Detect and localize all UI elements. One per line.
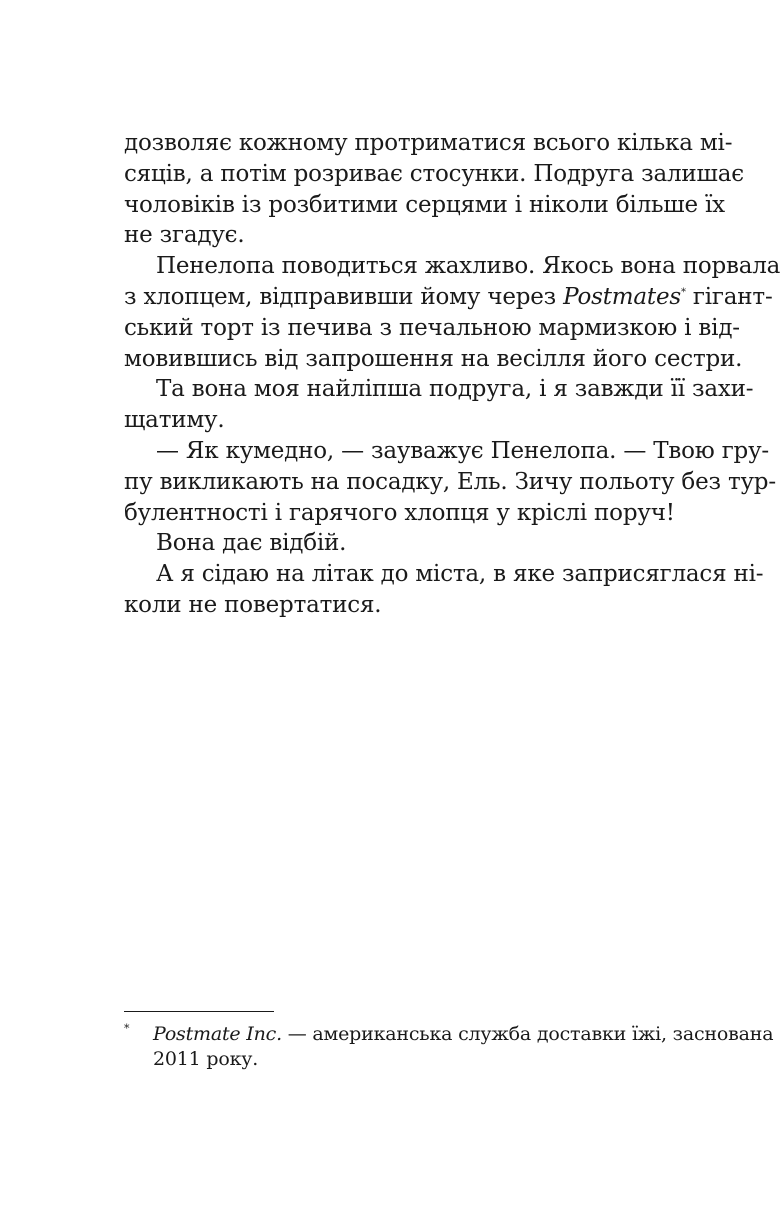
- text-line: Пенелопа поводиться жахливо. Якось вона порвала: [156, 253, 780, 280]
- text-line: ський торт із печива з печальною мармизкою і від-: [124, 314, 740, 341]
- text-line: булентності і гарячого хлопця у кріслі поруч!: [124, 499, 675, 526]
- text-line: чоловіків із розбитими серцями і ніколи більше їх: [124, 191, 725, 218]
- text-line: не згадує.: [124, 222, 245, 249]
- text-line: — Як кумедно, — зауважує Пенелопа. — Твою гру-: [156, 437, 769, 464]
- text-line: дозволяє кожному протриматися всього кілька мі-: [124, 130, 733, 156]
- footnote: [124, 1022, 774, 1072]
- footnote-text: — американська служба доставки їжі, заснована: [281, 1023, 774, 1045]
- footnote-line: [124, 1022, 774, 1047]
- text-line: Вона дає відбій.: [156, 530, 347, 557]
- text-line: мовившись від запрошення на весілля його сестри.: [124, 345, 743, 372]
- text-line-with-footnote-ref: [124, 282, 773, 313]
- footnote-term: Postmate Inc.: [153, 1023, 282, 1045]
- footnote-divider: [124, 1011, 274, 1012]
- main-text: [124, 128, 780, 621]
- footnote-ref: *: [680, 286, 686, 298]
- footnote-marker: *: [124, 1022, 130, 1035]
- footnote-line: 2011 року.: [153, 1048, 259, 1070]
- text-line: сяців, а потім розриває стосунки. Подруга залишає: [124, 160, 744, 187]
- text-line: пу викликають на посадку, Ель. Зичу польоту без тур-: [124, 468, 776, 495]
- text-line: А я сідаю на літак до міста, в яке заприсяглася ні-: [156, 561, 764, 588]
- text-line: щатиму.: [124, 407, 225, 434]
- text-fragment: гігант-: [692, 283, 773, 310]
- brand-name: Postmates: [563, 283, 681, 310]
- text-fragment: з хлопцем, відправивши йому через: [124, 283, 557, 310]
- text-line: коли не повертатися.: [124, 591, 382, 618]
- text-line: Та вона моя найліпша подруга, і я завжди її захи-: [156, 376, 754, 403]
